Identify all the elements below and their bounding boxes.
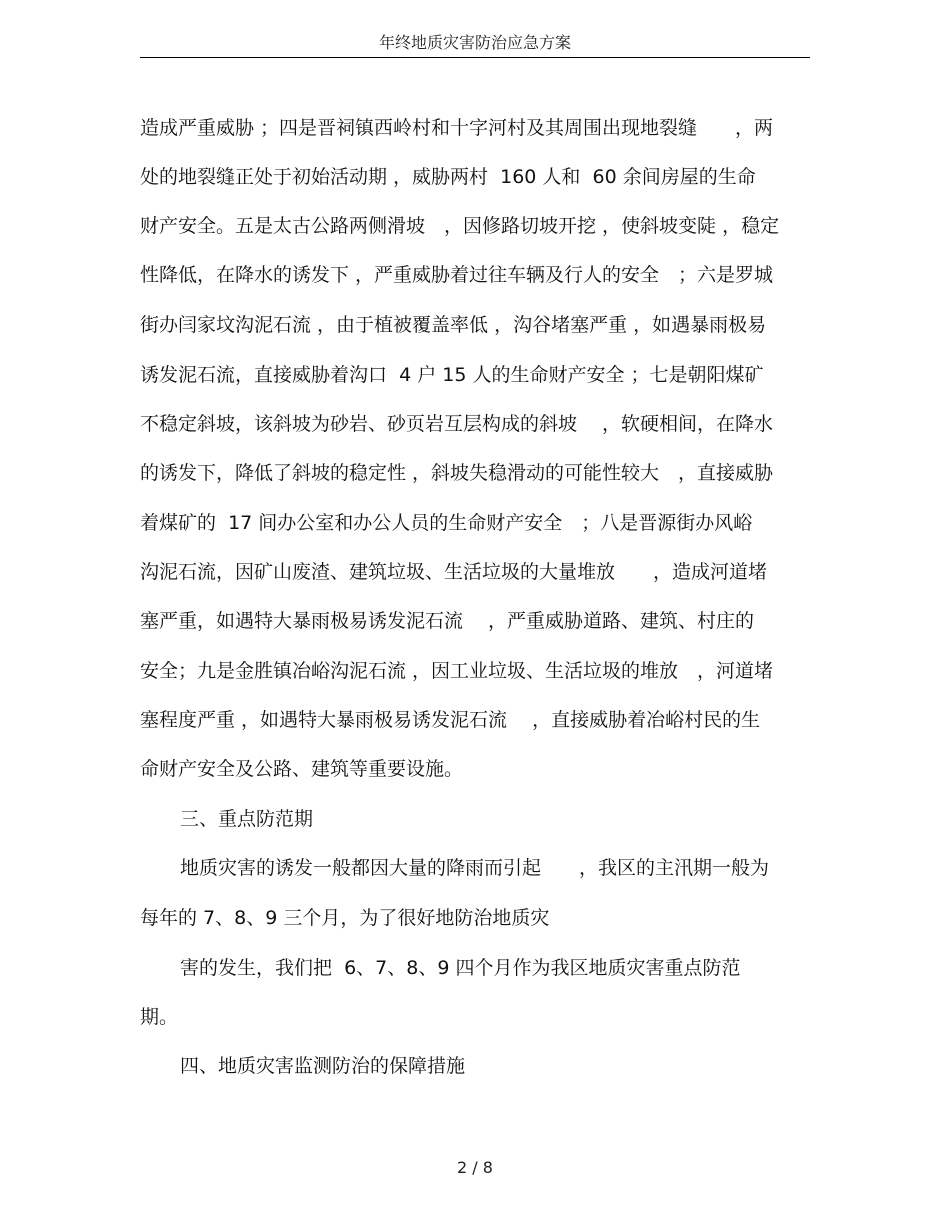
text-line: 不稳定斜坡，该斜坡为砂岩、砂页岩互层构成的斜坡 ，软硬相间，在降水 [140, 413, 774, 435]
text-line: 塞严重，如遇特大暴雨极易诱发泥石流 ，严重威胁道路、建筑、村庄的 [140, 610, 755, 632]
text-line: 财产安全。五是太古公路两侧滑坡 ，因修路切坡开挖 ，使斜坡变陡 ，稳定 [140, 215, 780, 237]
text-line: 的诱发下，降低了斜坡的稳定性 ，斜坡失稳滑动的可能性较大 ，直接威胁 [140, 462, 774, 484]
text-line: 安全；九是金胜镇冶峪沟泥石流 ，因工业垃圾、生活垃圾的堆放 ，河道堵 [140, 660, 774, 682]
text-line: 沟泥石流，因矿山废渣、建筑垃圾、生活垃圾的大量堆放 ，造成河道堵 [140, 561, 768, 583]
text-line: 期。 [140, 1006, 179, 1028]
text-line: 诱发泥石流，直接威胁着沟口 4 户 15 人的生命财产安全 ；七是朝阳煤矿 [140, 364, 764, 386]
text-line: 害的发生，我们把 6、7、8、9 四个月作为我区地质灾害重点防范 [180, 957, 741, 979]
text-line: 命财产安全及公路、建筑等重要设施。 [140, 758, 464, 780]
page-header: 年终地质灾害防治应急方案 [378, 33, 571, 52]
section-heading: 四、地质灾害监测防治的保障措施 [180, 1055, 466, 1077]
page-number: 2 / 8 [457, 1158, 493, 1177]
text-line: 每年的 7、8、9 三个月，为了很好地防治地质灾 [140, 907, 550, 929]
text-line: 性降低，在降水的诱发下 ，严重威胁着过往车辆及行人的安全 ；六是罗城 [140, 264, 774, 286]
text-line: 着煤矿的 17 间办公室和办公人员的生命财产安全 ；八是晋源街办风峪 [140, 512, 753, 534]
text-line: 造成严重威胁 ；四是晋祠镇西岭村和十字河村及其周围出现地裂缝 ，两 [140, 117, 774, 139]
text-line: 塞程度严重 ，如遇特大暴雨极易诱发泥石流 ，直接威胁着冶峪村民的生 [140, 709, 761, 731]
header-rule [140, 57, 810, 58]
text-line: 处的地裂缝正处于初始活动期 ，威胁两村 160 人和 60 余间房屋的生命 [140, 166, 756, 188]
text-line: 地质灾害的诱发一般都因大量的降雨而引起 ，我区的主汛期一般为 [180, 857, 770, 879]
text-line: 街办闫家坟沟泥石流 ，由于植被覆盖率低 ，沟谷堵塞严重 ，如遇暴雨极易 [140, 314, 767, 336]
section-heading: 三、重点防范期 [180, 808, 314, 830]
